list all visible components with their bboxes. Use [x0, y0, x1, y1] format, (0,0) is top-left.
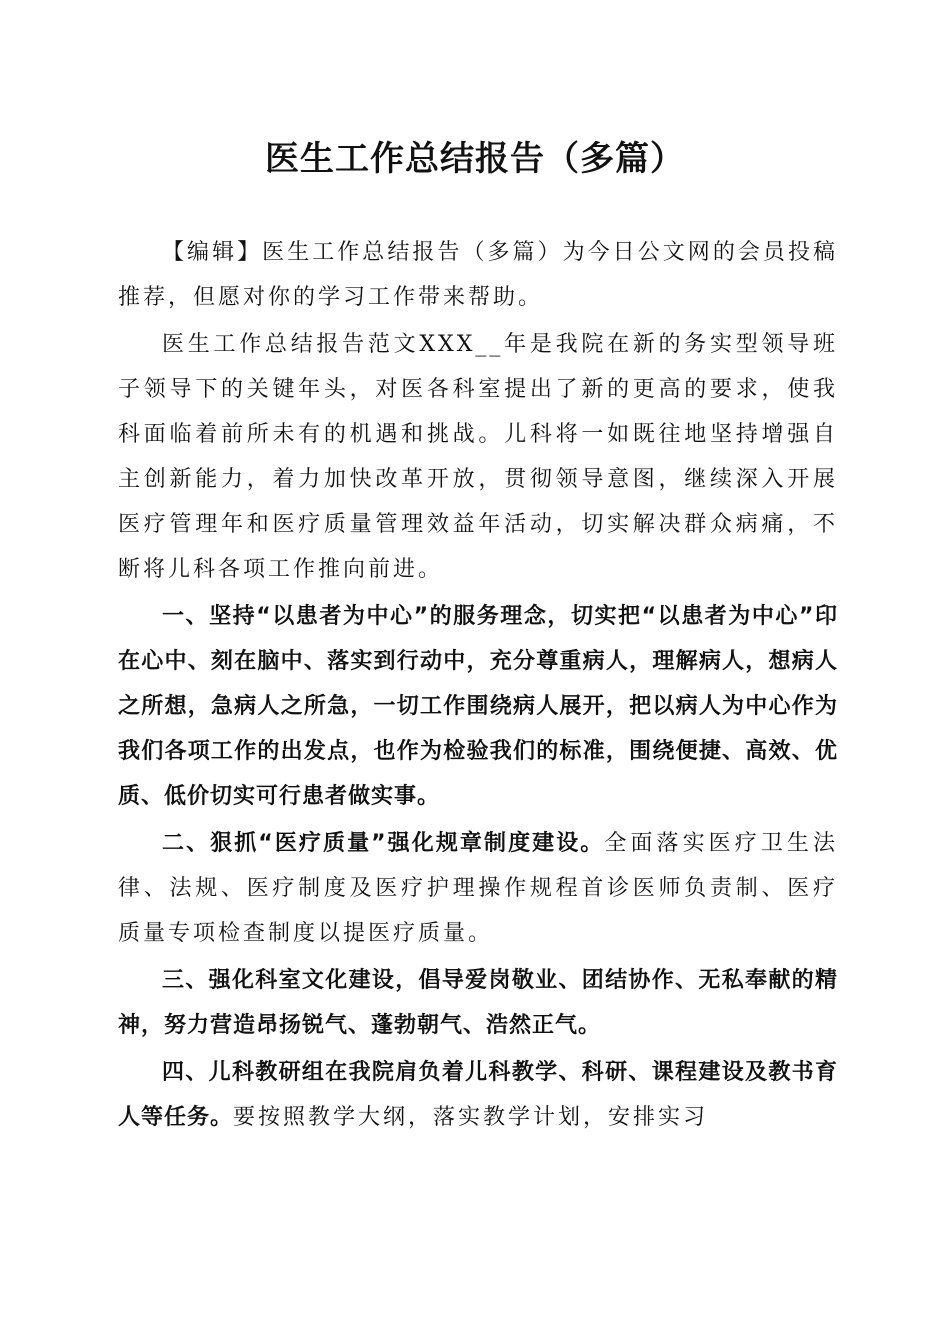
paragraph-lead: 二、狠抓“医疗质量”强化规章制度建设。 — [162, 831, 605, 856]
paragraph-lead: 三、强化科室文化建设，倡导爱岗敬业、团结协作、无私奉献的精神，努力营造昂扬锐气、蓬勃朝气、浩然正气。 — [118, 968, 838, 1038]
paragraph-text: 【编辑】医生工作总结报告（多篇）为今日公文网的会员投稿推荐，但愿对你的学习工作带来帮助。 — [118, 240, 838, 310]
paragraph-text: 医生工作总结报告范文XXX__年是我院在新的务实型领导班子领导下的关键年头，对医各科室提出了新的更高的要求，使我科面临着前所未有的机遇和挑战。儿科将一如既往地坚持增强自主创新能力，着力加快改革开放，贯彻领导意图，继续深入开展医疗管理年和医疗质量管理效益年活动，切实解决群众病痛，不断将儿科各项工作推向前进。 — [118, 332, 838, 582]
paragraph-editor-note — [118, 230, 838, 320]
paragraph-text: 要按照教学大纲，落实教学计划，安排实习 — [233, 1105, 709, 1130]
paragraph-intro — [118, 322, 838, 592]
paragraph-lead: 一、坚持“以患者为中心”的服务理念，切实把“以患者为中心”印在心中、刻在脑中、落实到行动中，充分尊重病人，理解病人，想病人之所想，急病人之所急，一切工作围绕病人展开，把以病人为中心作为我们各项工作的出发点，也作为检验我们的标准，围绕便捷、高效、优质、低价切实可行患者做实事。 — [118, 604, 838, 809]
paragraph-lead: 四、儿科教研组在我院肩负着儿科教学、科研、课程建设及教书育人等任务。 — [118, 1060, 838, 1130]
paragraph-text: 全面落实医疗卫生法律、法规、医疗制度及医疗护理操作规程首诊医师负责制、医疗质量专项检查制度以提医疗质量。 — [118, 831, 838, 946]
document-title: 医生工作总结报告（多篇） — [265, 139, 685, 179]
paragraph-section-1 — [118, 594, 838, 819]
paragraph-section-2 — [118, 821, 838, 956]
document-body — [118, 230, 838, 1142]
paragraph-section-4 — [118, 1050, 838, 1140]
paragraph-section-3 — [118, 958, 838, 1048]
